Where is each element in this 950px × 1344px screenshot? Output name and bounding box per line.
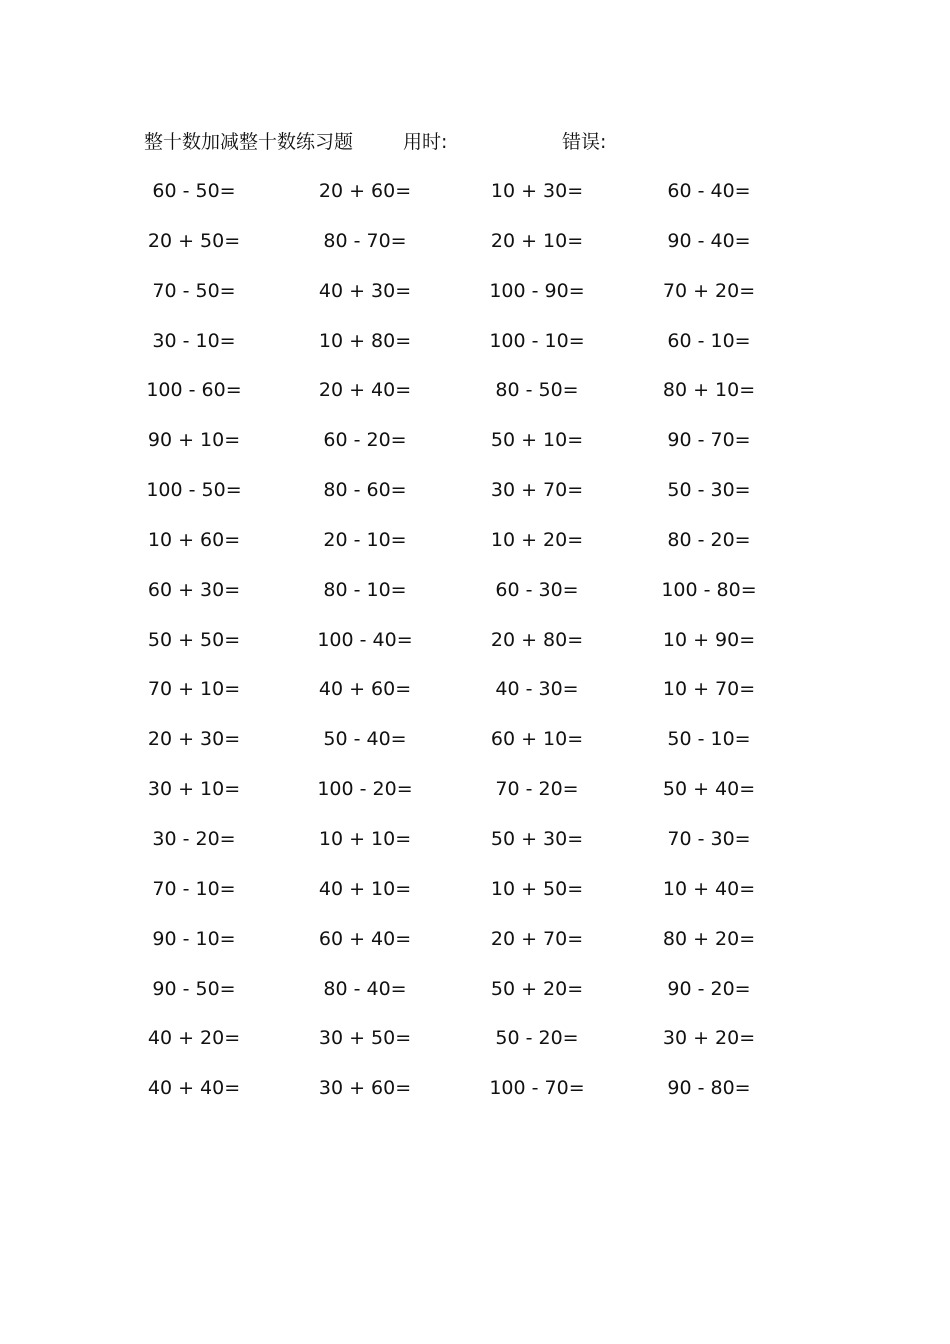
worksheet-title: 整十数加减整十数练习题 [144, 131, 354, 153]
math-problem: 90 - 40= [667, 229, 751, 252]
math-problem: 10 + 30= [490, 180, 584, 202]
math-problem: 70 - 50= [152, 279, 236, 302]
problem-row [0, 326, 950, 376]
math-problem: 40 + 30= [318, 279, 412, 302]
math-problem: 80 - 70= [323, 229, 407, 252]
math-problem: 100 - 70= [489, 1077, 585, 1100]
math-problem: 30 + 60= [318, 1077, 412, 1100]
math-problem: 60 - 20= [323, 429, 407, 452]
math-problem: 70 + 20= [662, 279, 756, 302]
problem-row [0, 874, 950, 924]
math-problem: 10 + 80= [318, 329, 412, 352]
math-problem: 20 - 10= [323, 528, 407, 551]
math-problem: 60 + 30= [147, 578, 241, 601]
math-problem: 50 - 30= [667, 479, 751, 502]
math-problem: 20 + 50= [147, 229, 241, 252]
problem-row [0, 226, 950, 276]
math-problem: 100 - 90= [489, 279, 585, 302]
math-problem: 40 + 20= [147, 1027, 241, 1050]
math-problem: 80 - 60= [323, 479, 407, 502]
math-problem: 80 + 10= [662, 379, 756, 402]
problem-row [0, 475, 950, 525]
math-problem: 60 - 30= [495, 578, 579, 601]
math-problem: 60 - 10= [667, 329, 751, 352]
math-problem: 70 - 30= [667, 827, 751, 850]
math-problem: 10 + 10= [318, 827, 412, 850]
math-problem: 90 - 20= [667, 977, 751, 1000]
problem-grid [0, 176, 950, 1123]
errors-label: 错误: [562, 131, 607, 153]
math-problem: 60 - 40= [667, 180, 751, 202]
math-problem: 30 + 20= [662, 1027, 756, 1050]
math-problem: 20 + 30= [147, 728, 241, 751]
math-problem: 10 + 20= [490, 528, 584, 551]
math-problem: 90 + 10= [147, 429, 241, 452]
problem-row [0, 774, 950, 824]
math-problem: 90 - 70= [667, 429, 751, 452]
math-problem: 30 + 10= [147, 778, 241, 801]
math-problem: 10 + 90= [662, 628, 756, 651]
math-problem: 10 + 50= [490, 877, 584, 900]
problem-row [0, 276, 950, 326]
math-problem: 50 + 50= [147, 628, 241, 651]
math-problem: 80 - 50= [495, 379, 579, 402]
math-problem: 30 + 50= [318, 1027, 412, 1050]
problem-row [0, 924, 950, 974]
problem-row [0, 575, 950, 625]
math-problem: 30 - 20= [152, 827, 236, 850]
math-problem: 50 - 20= [495, 1027, 579, 1050]
math-problem: 90 - 80= [667, 1077, 751, 1100]
math-problem: 20 + 40= [318, 379, 412, 402]
math-problem: 70 + 10= [147, 678, 241, 701]
math-problem: 50 + 10= [490, 429, 584, 452]
math-problem: 50 - 40= [323, 728, 407, 751]
problem-row [0, 724, 950, 774]
math-problem: 90 - 50= [152, 977, 236, 1000]
math-problem: 40 - 30= [495, 678, 579, 701]
problem-row [0, 625, 950, 675]
math-problem: 100 - 50= [146, 479, 242, 502]
math-problem: 60 - 50= [152, 180, 236, 202]
math-problem: 80 - 10= [323, 578, 407, 601]
math-problem: 100 - 60= [146, 379, 242, 402]
math-problem: 80 - 40= [323, 977, 407, 1000]
math-problem: 100 - 40= [317, 628, 413, 651]
math-problem: 30 - 10= [152, 329, 236, 352]
math-problem: 70 - 20= [495, 778, 579, 801]
math-problem: 90 - 10= [152, 927, 236, 950]
problem-row [0, 1023, 950, 1073]
math-problem: 80 + 20= [662, 927, 756, 950]
math-problem: 100 - 80= [661, 578, 757, 601]
math-problem: 20 + 60= [318, 180, 412, 202]
math-problem: 40 + 40= [147, 1077, 241, 1100]
worksheet-header [0, 128, 950, 156]
math-problem: 40 + 10= [318, 877, 412, 900]
math-problem: 50 + 40= [662, 778, 756, 801]
math-problem: 50 - 10= [667, 728, 751, 751]
math-problem: 40 + 60= [318, 678, 412, 701]
math-problem: 100 - 20= [317, 778, 413, 801]
math-problem: 50 + 20= [490, 977, 584, 1000]
math-problem: 20 + 70= [490, 927, 584, 950]
problem-row [0, 974, 950, 1024]
math-problem: 50 + 30= [490, 827, 584, 850]
time-taken-label: 用时: [403, 131, 448, 153]
problem-row [0, 425, 950, 475]
math-problem: 20 + 80= [490, 628, 584, 651]
math-problem: 10 + 70= [662, 678, 756, 701]
math-problem: 60 + 40= [318, 927, 412, 950]
math-problem: 80 - 20= [667, 528, 751, 551]
math-problem: 60 + 10= [490, 728, 584, 751]
math-problem: 10 + 40= [662, 877, 756, 900]
math-problem: 10 + 60= [147, 528, 241, 551]
problem-row [0, 824, 950, 874]
math-problem: 30 + 70= [490, 479, 584, 502]
problem-row [0, 176, 950, 226]
math-problem: 70 - 10= [152, 877, 236, 900]
problem-row [0, 525, 950, 575]
problem-row [0, 1073, 950, 1123]
math-problem: 100 - 10= [489, 329, 585, 352]
problem-row [0, 375, 950, 425]
math-problem: 20 + 10= [490, 229, 584, 252]
problem-row [0, 674, 950, 724]
